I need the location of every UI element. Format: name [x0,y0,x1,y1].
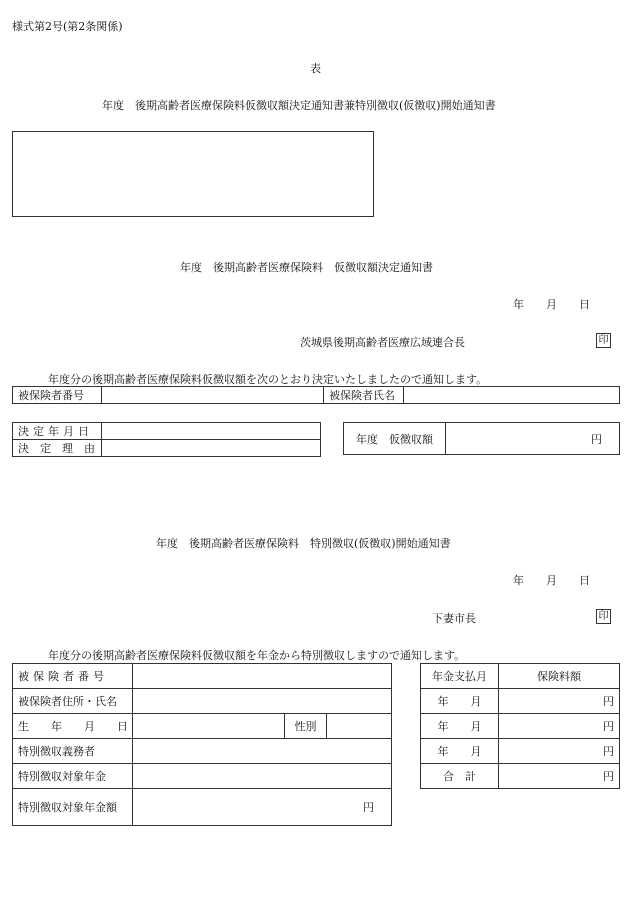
notice1-insured-table [12,386,620,404]
notice1-intro: 年度分の後期高齢者医療保険料仮徴収額を次のとおり決定いたしましたので通知します。 [48,373,488,386]
n2-insured-number-value [133,664,392,689]
n2-obligor-label: 特別徴収義務者 [13,739,133,764]
combined-title: 年度 後期高齢者医療保険料仮徴収額決定通知書兼特別徴収(仮徴収)開始通知書 [102,99,496,112]
notice2-issuer: 下妻市長 [432,612,476,625]
prov-amount-value: 円 [446,423,620,455]
premium-1: 円 [499,689,620,714]
premium-2: 円 [499,714,620,739]
notice2-date: 年 月 日 [513,574,590,587]
notice1-issuer: 茨城県後期高齢者医療広域連合長 [300,336,465,349]
n2-insured-number-label: 被保険者番号 [13,664,133,689]
decision-reason-label: 決 定 理 由 [13,440,102,457]
notice1-decision-table [12,422,321,457]
n2-obligor-value [133,739,392,764]
notice2-payment-table [420,663,620,789]
decision-reason-value [102,440,321,457]
notice2-seal: 印 [596,609,611,624]
insured-name-label: 被保険者氏名 [324,387,404,404]
payment-total-label: 合 計 [421,764,499,789]
n2-pension-value [133,764,392,789]
notice2-title: 年度 後期高齢者医療保険料 特別徴収(仮徴収)開始通知書 [156,537,451,550]
premium-3: 円 [499,739,620,764]
n2-address-name-value [133,689,392,714]
payment-month-1: 年 月 [421,689,499,714]
insured-number-value [102,387,324,404]
decision-date-value [102,423,321,440]
insured-name-value [404,387,620,404]
notice1-title: 年度 後期高齢者医療保険料 仮徴収額決定通知書 [180,261,433,274]
notice2-insured-table [12,663,392,826]
n2-birth-date-value [133,714,285,739]
n2-address-name-label: 被保険者住所・氏名 [13,689,133,714]
omote-label: 表 [310,62,321,75]
payment-month-header: 年金支払月 [421,664,499,689]
n2-gender-label: 性別 [285,714,327,739]
decision-date-label: 決定年月日 [13,423,102,440]
prov-amount-label: 年度 仮徴収額 [344,423,446,455]
payment-month-2: 年 月 [421,714,499,739]
n2-birth-date-label: 生 年 月 日 [13,714,133,739]
payment-month-3: 年 月 [421,739,499,764]
address-box [12,131,374,217]
notice1-seal: 印 [596,333,611,348]
n2-pension-amount-value: 円 [133,789,392,826]
n2-gender-value [327,714,392,739]
premium-total: 円 [499,764,620,789]
n2-pension-label: 特別徴収対象年金 [13,764,133,789]
notice1-date: 年 月 日 [513,298,590,311]
insured-number-label: 被保険者番号 [13,387,102,404]
notice2-intro: 年度分の後期高齢者医療保険料仮徴収額を年金から特別徴収しますので通知します。 [48,649,466,662]
n2-pension-amount-label: 特別徴収対象年金額 [13,789,133,826]
form-id: 様式第2号(第2条関係) [12,20,123,33]
notice1-amount-table [343,422,620,455]
premium-header: 保険料額 [499,664,620,689]
